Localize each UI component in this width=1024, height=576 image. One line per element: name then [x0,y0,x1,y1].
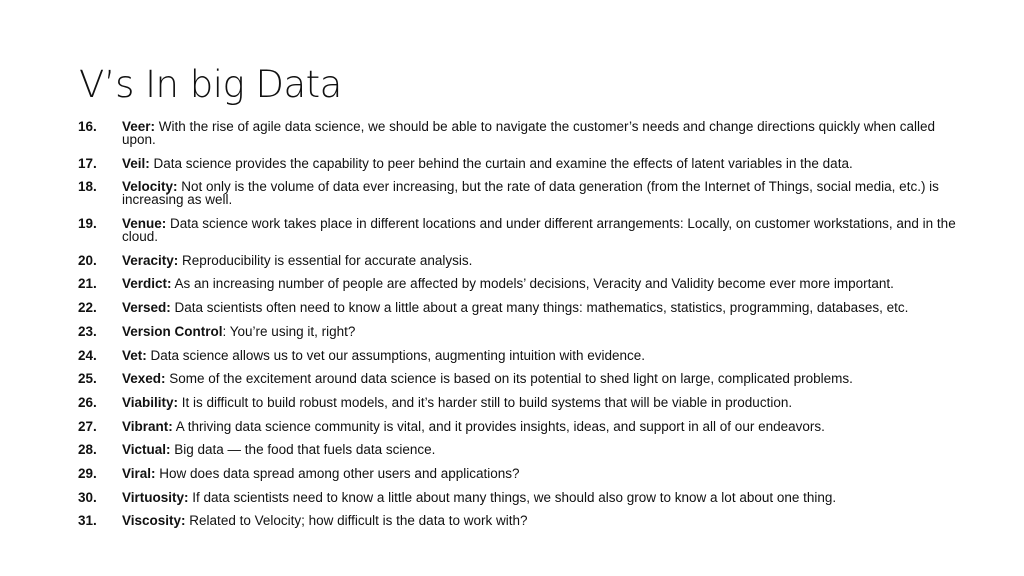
item-number: 29. [78,465,97,481]
item-number: 24. [78,347,97,363]
list-item [78,254,958,267]
item-number: 18. [78,179,97,195]
item-body [122,420,958,433]
item-term: Vet: [122,347,147,363]
list-item [78,157,958,170]
item-body [122,491,958,504]
item-body [122,157,958,170]
item-body [122,254,958,267]
list-item [78,514,958,527]
item-body [122,467,958,480]
item-body [122,349,958,362]
item-term: Vexed: [122,371,166,387]
item-body [122,325,958,338]
item-term: Versed: [122,300,171,316]
list-item [78,420,958,433]
item-text: Related to Velocity; how difficult is the data to work with? [185,513,528,529]
item-body [122,372,958,385]
item-body [122,277,958,290]
vs-list [78,120,958,538]
slide-title: V’s In big Data [79,63,342,106]
item-text: Big data — the food that fuels data science. [170,442,436,458]
item-term: Velocity: [122,179,178,195]
list-item [78,349,958,362]
item-body [122,120,958,146]
list-item [78,325,958,338]
item-term: Veracity: [122,252,179,268]
item-term: Veil: [122,155,150,171]
list-item [78,491,958,504]
item-term: Verdict: [122,276,172,292]
item-number: 28. [78,442,97,458]
item-body [122,217,958,243]
list-item [78,120,958,146]
list-item [78,301,958,314]
item-term: Vibrant: [122,418,173,434]
item-text: If data scientists need to know a little about many things, we should also grow to know a lot about one thing. [188,489,837,505]
item-number: 25. [78,371,97,387]
item-number: 26. [78,394,97,410]
item-text: Data science allows us to vet our assumptions, augmenting intuition with evidence. [146,347,646,363]
item-number: 23. [78,323,97,339]
item-text: Data scientists often need to know a little about a great many things: mathematics, statistics, programming, databases, etc. [170,300,909,316]
item-number: 27. [78,418,97,434]
item-number: 20. [78,252,97,268]
list-item [78,443,958,456]
item-number: 16. [78,119,97,134]
item-text: Some of the excitement around data science is based on its potential to shed light on large, complicated problems. [165,371,853,387]
list-item [78,180,958,206]
item-body [122,301,958,314]
item-text: A thriving data science community is vital, and it provides insights, ideas, and support in all of our endeavors. [172,418,825,434]
item-number: 30. [78,489,97,505]
item-body [122,514,958,527]
item-term: Venue: [122,216,167,232]
item-text: Data science provides the capability to peer behind the curtain and examine the effects of latent variables in the data. [149,155,853,171]
item-text: Data science work takes place in different locations and under different arrangements: Locally, on customer workstations, and in the cloud. [122,216,956,245]
item-text: How does data spread among other users and applications? [155,465,520,481]
item-number: 31. [78,513,97,529]
list-item [78,277,958,290]
list-item [78,396,958,409]
item-term: Veer: [122,119,156,134]
item-number: 17. [78,155,97,171]
item-number: 22. [78,300,97,316]
item-number: 19. [78,216,97,232]
item-text: As an increasing number of people are affected by models’ decisions, Veracity and Validity become ever more important. [171,276,894,292]
item-body [122,396,958,409]
list-item [78,372,958,385]
item-text: : You’re using it, right? [222,323,356,339]
item-body [122,443,958,456]
item-term: Victual: [122,442,171,458]
item-text: Reproducibility is essential for accurate analysis. [178,252,473,268]
item-term: Viability: [122,394,179,410]
item-text: It is difficult to build robust models, and it’s harder still to build systems that will be viable in production. [178,394,793,410]
item-text: With the rise of agile data science, we should be able to navigate the customer’s needs and change directions quickly when called upon. [122,119,935,147]
list-item [78,467,958,480]
list-item [78,217,958,243]
item-number: 21. [78,276,97,292]
item-text: Not only is the volume of data ever increasing, but the rate of data generation (from the Internet of Things, social media, etc.) is increasing as well. [122,179,939,208]
item-term: Viral: [122,465,156,481]
item-body [122,180,958,206]
item-term: Virtuosity: [122,489,189,505]
item-term: Version Control [122,323,223,339]
item-term: Viscosity: [122,513,186,529]
